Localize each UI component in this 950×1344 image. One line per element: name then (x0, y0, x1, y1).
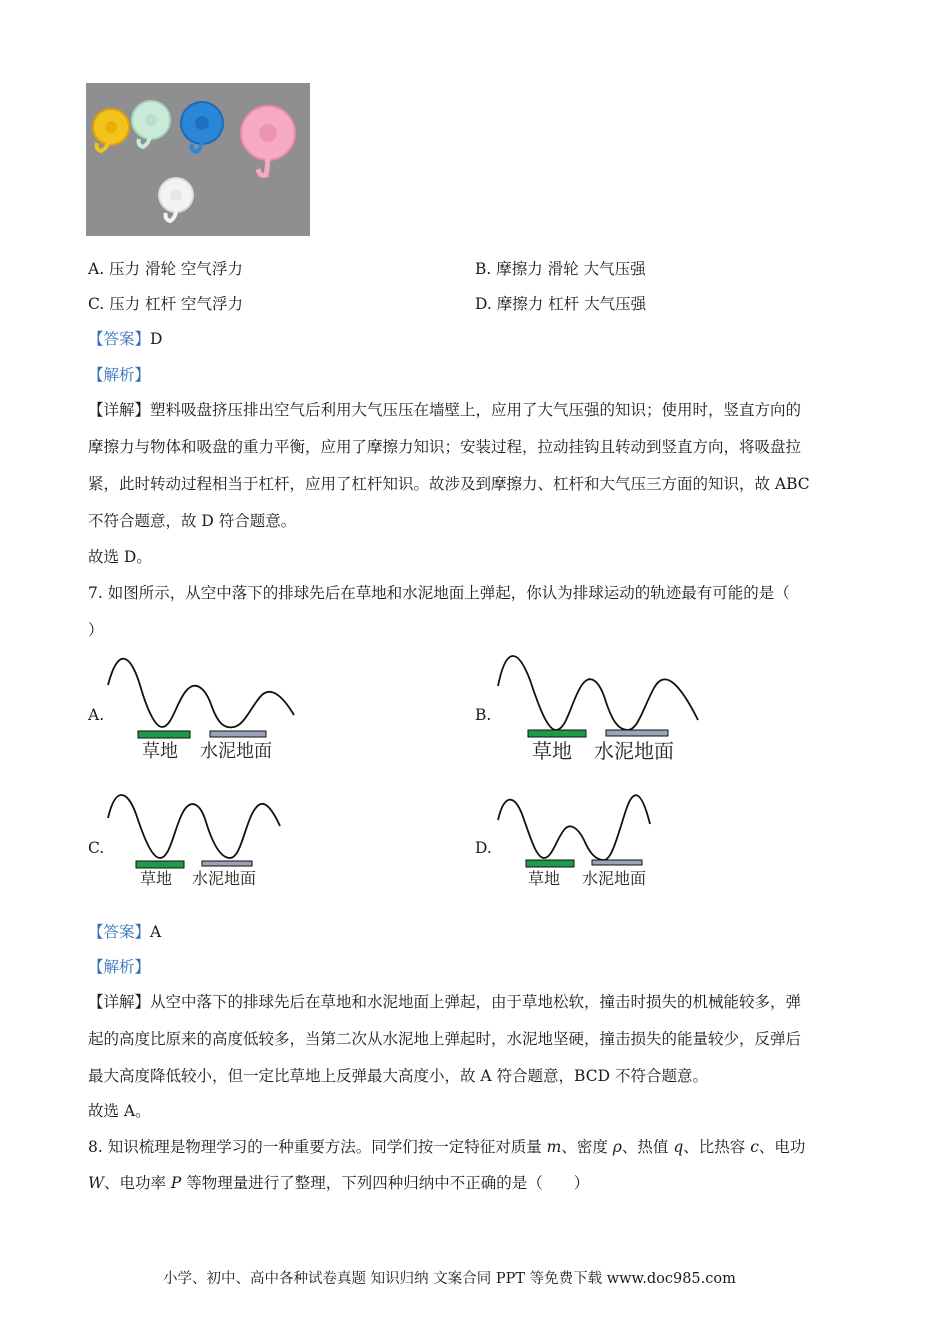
var-m: m (546, 1138, 562, 1156)
q6-answer (88, 329, 162, 349)
q8-text: 、电功 (758, 1138, 806, 1156)
detail-text: 塑料吸盘挤压排出空气后利用大气压压在墙壁上，应用了大气压强的知识；使用时，竖直方向的 (150, 401, 802, 419)
detail-text: 从空中落下的排球先后在草地和水泥地面上弹起，由于草地松软，撞击时损失的机械能较多，弹 (150, 993, 802, 1011)
q7-option-a-diagram (104, 655, 304, 771)
q6-option-b: B. 摩擦力 滑轮 大气压强 (475, 260, 646, 278)
cement-label: 水泥地面 (200, 741, 272, 762)
grass-bar (526, 860, 574, 867)
grass-label: 草地 (528, 869, 561, 888)
grass-bar (528, 730, 586, 737)
q7-detail-line-1 (88, 992, 801, 1012)
cement-bar (606, 730, 668, 736)
q7-option-b-letter: B. (475, 706, 492, 724)
q8-text: 、密度 (561, 1138, 613, 1156)
q6-detail-line-4: 不符合题意，故 D 符合题意。 (88, 512, 297, 530)
q7-option-b-diagram (494, 650, 704, 771)
q7-stem-line-2: ） (88, 621, 104, 639)
answer-tag: 【答案】 (88, 923, 151, 941)
cement-bar (202, 861, 252, 866)
answer-tag: 【答案】 (88, 330, 151, 348)
q7-option-a-letter: A. (88, 706, 105, 724)
q7-option-c-diagram (104, 792, 284, 896)
q6-analysis-tag: 【解析】 (88, 366, 151, 384)
q8-text: 、比热容 (683, 1138, 751, 1156)
suction-hooks-illustration (86, 83, 310, 236)
var-p: P (170, 1174, 182, 1192)
var-q: q (673, 1138, 684, 1156)
q7-stem-line-1: 7. 如图所示，从空中落下的排球先后在草地和水泥地面上弹起，你认为排球运动的轨迹最有可能的是（ (88, 584, 790, 602)
answer-value: D (150, 330, 163, 348)
grass-label: 草地 (142, 741, 178, 762)
q7-option-c-letter: C. (88, 839, 105, 857)
cement-label: 水泥地面 (582, 869, 647, 888)
grass-bar (138, 731, 190, 738)
grass-label: 草地 (532, 739, 572, 763)
cement-bar (592, 860, 642, 865)
q6-detail-line-2: 摩擦力与物体和吸盘的重力平衡，应用了摩擦力知识；安装过程，拉动挂钩且转动到竖直方向，将吸盘拉 (88, 438, 802, 456)
cement-label: 水泥地面 (594, 739, 674, 763)
q8-text: 、电功率 (103, 1174, 171, 1192)
detail-tag: 【详解】 (88, 401, 151, 419)
page-footer: 小学、初中、高中各种试卷真题 知识归纳 文案合同 PPT 等免费下载 www.doc985.com (163, 1271, 736, 1287)
q7-analysis-tag: 【解析】 (88, 958, 151, 976)
grass-label: 草地 (140, 869, 173, 888)
q8-text: 8. 知识梳理是物理学习的一种重要方法。同学们按一定特征对质量 (88, 1138, 547, 1156)
suction-hooks-photo (86, 83, 310, 236)
q8-text: 等物理量进行了整理，下列四种归纳中不正确的是（ ） (181, 1174, 590, 1192)
q6-option-d: D. 摩擦力 杠杆 大气压强 (475, 295, 647, 313)
q6-conclusion: 故选 D。 (88, 548, 152, 566)
q7-conclusion: 故选 A。 (88, 1102, 151, 1120)
var-w: W (88, 1174, 104, 1192)
q6-detail-line-3: 紧，此时转动过程相当于杠杆，应用了杠杆知识。故涉及到摩擦力、杠杆和大气压三方面的知识，故 ABC (88, 475, 810, 493)
q6-detail-line-1 (88, 400, 801, 420)
q8-text: 、热值 (621, 1138, 674, 1156)
answer-value: A (150, 923, 162, 941)
q6-option-a: A. 压力 滑轮 空气浮力 (88, 260, 243, 278)
q7-detail-line-2: 起的高度比原来的高度低较多，当第二次从水泥地上弹起时，水泥地坚硬，撞击损失的能量较少，反弹后 (88, 1030, 802, 1048)
var-c: c (750, 1138, 759, 1156)
q7-answer (88, 922, 161, 942)
q7-option-d-letter: D. (475, 839, 492, 857)
cement-bar (210, 731, 266, 737)
q8-stem-line-2 (88, 1173, 589, 1193)
q7-option-d-diagram (494, 784, 664, 896)
q8-stem-line-1 (88, 1137, 805, 1157)
cement-label: 水泥地面 (192, 869, 257, 888)
q7-detail-line-3: 最大高度降低较小，但一定比草地上反弹最大高度小，故 A 符合题意，BCD 不符合题意。 (88, 1067, 708, 1085)
q6-option-c: C. 压力 杠杆 空气浮力 (88, 295, 244, 313)
grass-bar (136, 861, 184, 868)
detail-tag: 【详解】 (88, 993, 151, 1011)
var-rho: ρ (612, 1138, 622, 1156)
